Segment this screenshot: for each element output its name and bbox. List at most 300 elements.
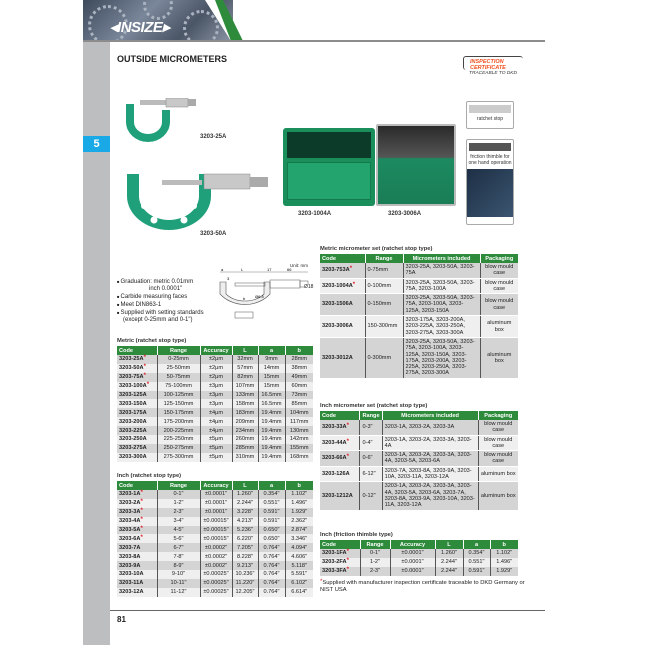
column-header: Accuracy: [200, 346, 232, 355]
code-cell: [117, 552, 157, 561]
table-cell: 6-12": [360, 466, 382, 482]
certificate-star-icon: *: [140, 508, 143, 515]
code-cell: [320, 420, 360, 435]
code-cell: [320, 278, 365, 294]
column-header: a: [463, 540, 490, 549]
table-cell: 250-275mm: [157, 444, 200, 453]
table-cell: 0-75mm: [365, 263, 403, 278]
column-header: b: [490, 540, 518, 549]
table-cell: 142mm: [285, 435, 313, 444]
table-cell: blow mould case: [478, 451, 518, 467]
table-row: [117, 579, 313, 588]
micrometer-50-image: [122, 168, 282, 236]
table-cell: 158mm: [232, 399, 258, 408]
code-text: 3203-3A: [119, 509, 141, 516]
table-row: [117, 490, 313, 499]
table-cell: 1.929": [490, 567, 518, 576]
table-cell: 3203-7A, 3203-8A, 3203-9A, 3203-10A, 3203-11A, 3203-12A: [382, 466, 478, 482]
code-cell: [320, 567, 360, 576]
table-cell: 104mm: [285, 408, 313, 417]
code-text: 3203-150A: [119, 400, 147, 407]
code-cell: [320, 451, 360, 467]
inch-table: [117, 481, 313, 597]
metric-set-table: [320, 254, 518, 379]
code-cell: [117, 570, 157, 579]
table-row: [117, 435, 313, 444]
code-text: 3203-2A: [119, 500, 141, 507]
table-cell: 3203-1A, 3203-2A, 3203-3A, 3203-4A, 3203-5A, 3203-6A: [382, 451, 478, 467]
certificate-star-icon: *: [143, 355, 146, 362]
table-cell: 1-2": [360, 558, 390, 567]
metric-set-table-title: Metric micrometer set (ratchet stop type): [320, 246, 433, 252]
feature-graduation-inch: inch 0.0001": [149, 286, 183, 293]
table-cell: 38mm: [285, 364, 313, 373]
table-cell: 4-5": [157, 526, 200, 535]
code-text: 3203-1506A: [322, 301, 353, 308]
table-cell: 133mm: [232, 391, 258, 400]
code-text: 3203-275A: [119, 445, 147, 452]
table-row: [117, 417, 313, 426]
table-cell: 9.213": [232, 561, 258, 570]
table-cell: 32mm: [232, 355, 258, 364]
code-text: 3203-250A: [119, 436, 147, 443]
table-cell: 19.4mm: [258, 426, 285, 435]
column-header: b: [285, 346, 313, 355]
dimension-diagram: [215, 268, 315, 326]
table-cell: ±2μm: [200, 373, 232, 382]
table-row: [320, 337, 518, 378]
table-cell: 183mm: [232, 408, 258, 417]
inspection-certificate-logo: [463, 56, 523, 76]
column-header: Code: [117, 481, 157, 490]
table-row: [117, 588, 313, 597]
code-cell: [117, 517, 157, 526]
column-header: Range: [365, 254, 403, 263]
table-cell: 49mm: [285, 373, 313, 382]
table-cell: 10.236": [232, 570, 258, 579]
table-cell: 6-7": [157, 543, 200, 552]
table-row: [117, 508, 313, 517]
certificate-star-icon: *: [140, 517, 143, 524]
table-cell: 0.591": [463, 567, 490, 576]
code-text: 3203-11A: [119, 580, 144, 587]
table-cell: 82mm: [232, 373, 258, 382]
table-cell: 0-12": [360, 482, 382, 510]
table-cell: 0-100mm: [365, 278, 403, 294]
code-text: 3203-200A: [119, 418, 147, 425]
certificate-star-icon: *: [140, 499, 143, 506]
table-cell: 200-225mm: [157, 426, 200, 435]
table-cell: blow mould case: [478, 435, 518, 451]
table-row: [117, 444, 313, 453]
table-row: [117, 453, 313, 462]
inch-table-title: Inch (ratchet stop type): [117, 473, 182, 479]
code-text: 3203-3006A: [322, 323, 353, 330]
table-cell: 2-3": [157, 508, 200, 517]
table-row: [117, 408, 313, 417]
code-text: 3203-9A: [119, 562, 141, 569]
friction-thimble-caption: friction thimble for one hand operation: [468, 154, 512, 166]
table-cell: 100-125mm: [157, 391, 200, 400]
label-3203-50a: 3203-50A: [200, 231, 227, 237]
table-cell: 11-12": [157, 588, 200, 597]
code-cell: [117, 417, 157, 426]
table-cell: 10-11": [157, 579, 200, 588]
table-cell: 2.244": [232, 499, 258, 508]
table-cell: 0.354": [463, 549, 490, 558]
code-cell: [117, 408, 157, 417]
code-cell: [117, 588, 157, 597]
table-cell: aluminum box: [478, 466, 518, 482]
footnote-star: *: [320, 579, 323, 585]
table-cell: aluminum box: [480, 316, 518, 338]
code-cell: [320, 558, 360, 567]
table-cell: 2.244": [435, 567, 463, 576]
code-cell: [117, 508, 157, 517]
code-text: 3203-125A: [119, 392, 147, 398]
table-row: [320, 558, 518, 567]
certificate-star-icon: *: [143, 364, 146, 371]
feature-item-note: (except 0-25mm and 0-1"): [123, 317, 193, 324]
code-text: 3203-10A: [119, 571, 144, 578]
page-number: 81: [117, 615, 126, 624]
table-header-row: [117, 346, 313, 355]
table-cell: blow mould case: [480, 278, 518, 294]
table-row: [117, 534, 313, 543]
table-cell: 8.228": [232, 552, 258, 561]
table-cell: 285mm: [232, 444, 258, 453]
code-text: 3203-1FA: [322, 550, 347, 557]
table-cell: 107mm: [232, 382, 258, 391]
table-cell: 60mm: [285, 382, 313, 391]
label-3203-1004a: 3203-1004A: [298, 211, 332, 217]
code-text: 3203-175A: [119, 409, 147, 416]
code-cell: [320, 263, 365, 278]
table-cell: 7-8": [157, 552, 200, 561]
table-cell: ±4μm: [200, 417, 232, 426]
table-cell: 1.496": [490, 558, 518, 567]
table-header-row: [320, 540, 518, 549]
table-cell: 75-100mm: [157, 382, 200, 391]
table-row: [117, 355, 313, 364]
table-cell: 19.4mm: [258, 417, 285, 426]
table-cell: 16.5mm: [258, 391, 285, 400]
table-cell: 0-6": [360, 451, 382, 467]
set-1004-case-image: [283, 128, 375, 206]
table-header-row: [320, 254, 518, 263]
certificate-star-icon: *: [140, 526, 143, 532]
certificate-star-icon: *: [346, 438, 349, 445]
table-cell: 9-10": [157, 570, 200, 579]
column-header: Packaging: [480, 254, 518, 263]
brand-name: INSIZE: [117, 19, 163, 36]
table-cell: ±0.00015": [200, 534, 232, 543]
table-cell: 3203-25A, 3203-50A, 3203-75A, 3203-100A: [403, 278, 480, 294]
inch-set-table-title: Inch micrometer set (ratchet stop type): [320, 403, 428, 409]
table-cell: 125-150mm: [157, 399, 200, 408]
table-cell: ±0.00025": [200, 588, 232, 597]
table-cell: ±4μm: [200, 408, 232, 417]
table-row: [320, 278, 518, 294]
table-cell: ±0.0001": [200, 490, 232, 499]
table-cell: blow mould case: [480, 263, 518, 278]
code-text: 3203-25A: [119, 356, 144, 363]
dim-3: 3: [227, 276, 230, 281]
certificate-star-icon: *: [346, 423, 349, 430]
certificate-star-icon: *: [346, 454, 349, 461]
cert-line1: INSPECTION: [470, 59, 504, 65]
code-text: 3203-1212A: [322, 492, 353, 499]
table-cell: ±3μm: [200, 382, 232, 391]
header-chevron: [205, 0, 245, 41]
code-cell: [320, 549, 360, 558]
code-cell: [117, 526, 157, 535]
code-cell: [117, 435, 157, 444]
code-text: 3203-100A: [119, 383, 147, 390]
table-cell: 1.496": [285, 499, 313, 508]
table-header-row: [320, 411, 518, 420]
table-cell: 4.213": [232, 517, 258, 526]
table-cell: 175-200mm: [157, 417, 200, 426]
table-cell: 155mm: [285, 444, 313, 453]
table-row: [117, 391, 313, 400]
table-cell: 0.764": [258, 570, 285, 579]
dim-l: L: [241, 268, 244, 272]
column-header: Micrometers included: [382, 411, 478, 420]
certificate-star-icon: *: [346, 558, 349, 565]
table-row: [117, 426, 313, 435]
column-header: a: [258, 346, 285, 355]
table-cell: 3203-25A, 3203-50A, 3203-75A, 3203-100A, 3203-125A, 3203-150A: [403, 294, 480, 316]
table-cell: ±2μm: [200, 355, 232, 364]
certificate-star-icon: *: [352, 281, 356, 288]
table-cell: ±0.0001": [200, 508, 232, 517]
table-cell: ±0.00025": [200, 570, 232, 579]
table-cell: 4.606": [285, 552, 313, 561]
code-text: 3203-300A: [119, 454, 147, 461]
feature-graduation: ■ Graduation: metric 0.01mm: [117, 278, 204, 286]
table-cell: 3.228": [232, 508, 258, 517]
table-cell: 2.874": [285, 526, 313, 535]
table-row: [117, 399, 313, 408]
table-row: [117, 499, 313, 508]
code-cell: [117, 534, 157, 543]
label-3203-3006a: 3203-3006A: [388, 211, 422, 217]
table-row: [117, 543, 313, 552]
feature-item: ■ Meet DIN863-1: [117, 301, 204, 309]
table-cell: 0.354": [258, 490, 285, 499]
table-cell: 0.764": [258, 543, 285, 552]
code-text: 3203-7A: [119, 544, 141, 551]
table-row: [320, 316, 518, 338]
table-cell: 3203-25A, 3203-50A, 3203-75A, 3203-100A, 3203-125A, 3203-150A, 3203-175A, 3203-200A, 3203-225A, 3203-250A, 3203-275A, 3203-300A: [403, 337, 480, 378]
column-header: Accuracy: [200, 481, 232, 490]
code-text: 3203-66A: [322, 455, 347, 462]
table-row: [117, 517, 313, 526]
table-cell: 3-4": [157, 517, 200, 526]
friction-thimble-image: [466, 139, 514, 225]
table-row: [117, 552, 313, 561]
table-cell: 0-1": [360, 549, 390, 558]
table-row: [117, 526, 313, 535]
code-text: 3203-4A: [119, 518, 141, 525]
certificate-star-icon: *: [140, 490, 143, 497]
table-cell: 0.764": [258, 561, 285, 570]
table-cell: ±0.00025": [200, 579, 232, 588]
table-cell: 0.650": [258, 526, 285, 535]
code-cell: [117, 499, 157, 508]
table-cell: 0-150mm: [365, 294, 403, 316]
code-cell: [117, 453, 157, 462]
table-cell: 8-9": [157, 561, 200, 570]
code-cell: [320, 294, 365, 316]
table-cell: ±5μm: [200, 453, 232, 462]
code-cell: [117, 426, 157, 435]
table-cell: 19.4mm: [258, 435, 285, 444]
table-cell: ±5μm: [200, 444, 232, 453]
certificate-star-icon: *: [346, 549, 349, 556]
table-row: [320, 466, 518, 482]
code-cell: [117, 399, 157, 408]
cert-line2: CERTIFICATE: [470, 65, 506, 71]
code-text: 3203-126A: [322, 470, 350, 477]
column-header: Code: [320, 411, 360, 420]
code-cell: [320, 435, 360, 451]
table-cell: 0.551": [463, 558, 490, 567]
table-cell: ±3μm: [200, 399, 232, 408]
table-cell: 1.929": [285, 508, 313, 517]
table-cell: 16.5mm: [258, 399, 285, 408]
table-header-row: [117, 481, 313, 490]
column-header: Range: [360, 411, 382, 420]
table-cell: 4.094": [285, 543, 313, 552]
table-cell: 12.205": [232, 588, 258, 597]
table-cell: 0.764": [258, 579, 285, 588]
code-text: 3203-753A: [322, 267, 350, 274]
dim-b: b: [243, 296, 246, 301]
feature-item: ■ Carbide measuring faces: [117, 293, 204, 301]
table-cell: 0.764": [258, 552, 285, 561]
table-cell: blow mould case: [478, 420, 518, 435]
table-cell: ±0.0001": [390, 549, 435, 558]
code-text: 3203-50A: [119, 365, 144, 372]
column-header: Range: [157, 346, 200, 355]
certificate-star-icon: *: [143, 373, 146, 380]
table-cell: 5.118": [285, 561, 313, 570]
label-3203-25a: 3203-25A: [200, 134, 227, 140]
feature-item: ■ Supplied with setting standards: [117, 309, 204, 317]
page-title: OUTSIDE MICROMETERS: [117, 54, 228, 64]
table-cell: 3203-175A, 3203-200A, 3203-225A, 3203-250A, 3203-275A, 3203-300A: [403, 316, 480, 338]
table-cell: 57mm: [232, 364, 258, 373]
metric-table-title: Metric (ratchet stop type): [117, 338, 187, 344]
table-cell: 0.591": [258, 508, 285, 517]
table-cell: aluminum box: [478, 482, 518, 510]
table-cell: 209mm: [232, 417, 258, 426]
table-row: [320, 294, 518, 316]
code-text: 3203-75A: [119, 374, 144, 381]
table-cell: 50-75mm: [157, 373, 200, 382]
table-cell: 15mm: [258, 373, 285, 382]
table-cell: 234mm: [232, 426, 258, 435]
table-row: [320, 549, 518, 558]
table-cell: 260mm: [232, 435, 258, 444]
code-text: 3203-3012A: [322, 354, 353, 361]
friction-table: [320, 540, 518, 576]
code-text: 3203-33A: [322, 424, 347, 431]
code-cell: [117, 373, 157, 382]
table-cell: ±0.0002": [200, 543, 232, 552]
code-text: 3203-44A: [322, 439, 347, 446]
table-cell: 168mm: [285, 453, 313, 462]
code-cell: [117, 444, 157, 453]
code-text: 3203-225A: [119, 427, 147, 434]
section-tab[interactable]: 5: [83, 136, 110, 152]
table-cell: ±3μm: [200, 391, 232, 400]
table-cell: 0-4": [360, 435, 382, 451]
table-cell: 1.102": [490, 549, 518, 558]
table-cell: 1-2": [157, 499, 200, 508]
inch-set-table: [320, 411, 518, 511]
table-cell: 19.4mm: [258, 408, 285, 417]
set-3006-aluminum-box-image: [376, 124, 456, 206]
table-row: [117, 382, 313, 391]
table-cell: 150-175mm: [157, 408, 200, 417]
table-cell: 0.650": [258, 534, 285, 543]
code-cell: [117, 391, 157, 400]
column-header: Code: [320, 254, 365, 263]
metric-table: [117, 346, 313, 462]
code-cell: [117, 364, 157, 373]
table-cell: 2.244": [435, 558, 463, 567]
dim-17: 17: [267, 268, 272, 272]
table-cell: 1.260": [435, 549, 463, 558]
table-cell: 0.591": [258, 517, 285, 526]
code-cell: [117, 561, 157, 570]
table-cell: 6.102": [285, 579, 313, 588]
dim-d18: Ø18: [304, 284, 314, 290]
code-text: 3203-8A: [119, 553, 141, 560]
column-header: b: [285, 481, 313, 490]
table-row: [320, 263, 518, 278]
header-divider: [83, 40, 545, 42]
side-strip: [83, 42, 110, 645]
table-cell: 1.102": [285, 490, 313, 499]
ratchet-stop-caption: ratchet stop: [476, 116, 504, 122]
table-cell: ±0.0001": [390, 558, 435, 567]
table-cell: 6.614": [285, 588, 313, 597]
table-cell: 14mm: [258, 364, 285, 373]
column-header: Packaging: [478, 411, 518, 420]
feature-list: [117, 278, 204, 324]
code-text: 3203-1A: [119, 491, 141, 498]
table-cell: 310mm: [232, 453, 258, 462]
table-cell: 5.591": [285, 570, 313, 579]
column-header: L: [435, 540, 463, 549]
table-cell: 85mm: [285, 399, 313, 408]
code-cell: [320, 466, 360, 482]
table-cell: ±0.0001": [390, 567, 435, 576]
table-cell: 73mm: [285, 391, 313, 400]
footnote: [320, 580, 530, 594]
table-cell: 25-50mm: [157, 364, 200, 373]
table-cell: blow mould case: [480, 294, 518, 316]
footer-divider: [110, 610, 545, 611]
table-cell: 0-300mm: [365, 337, 403, 378]
table-cell: ±0.0002": [200, 552, 232, 561]
table-cell: ±2μm: [200, 364, 232, 373]
table-row: [117, 561, 313, 570]
